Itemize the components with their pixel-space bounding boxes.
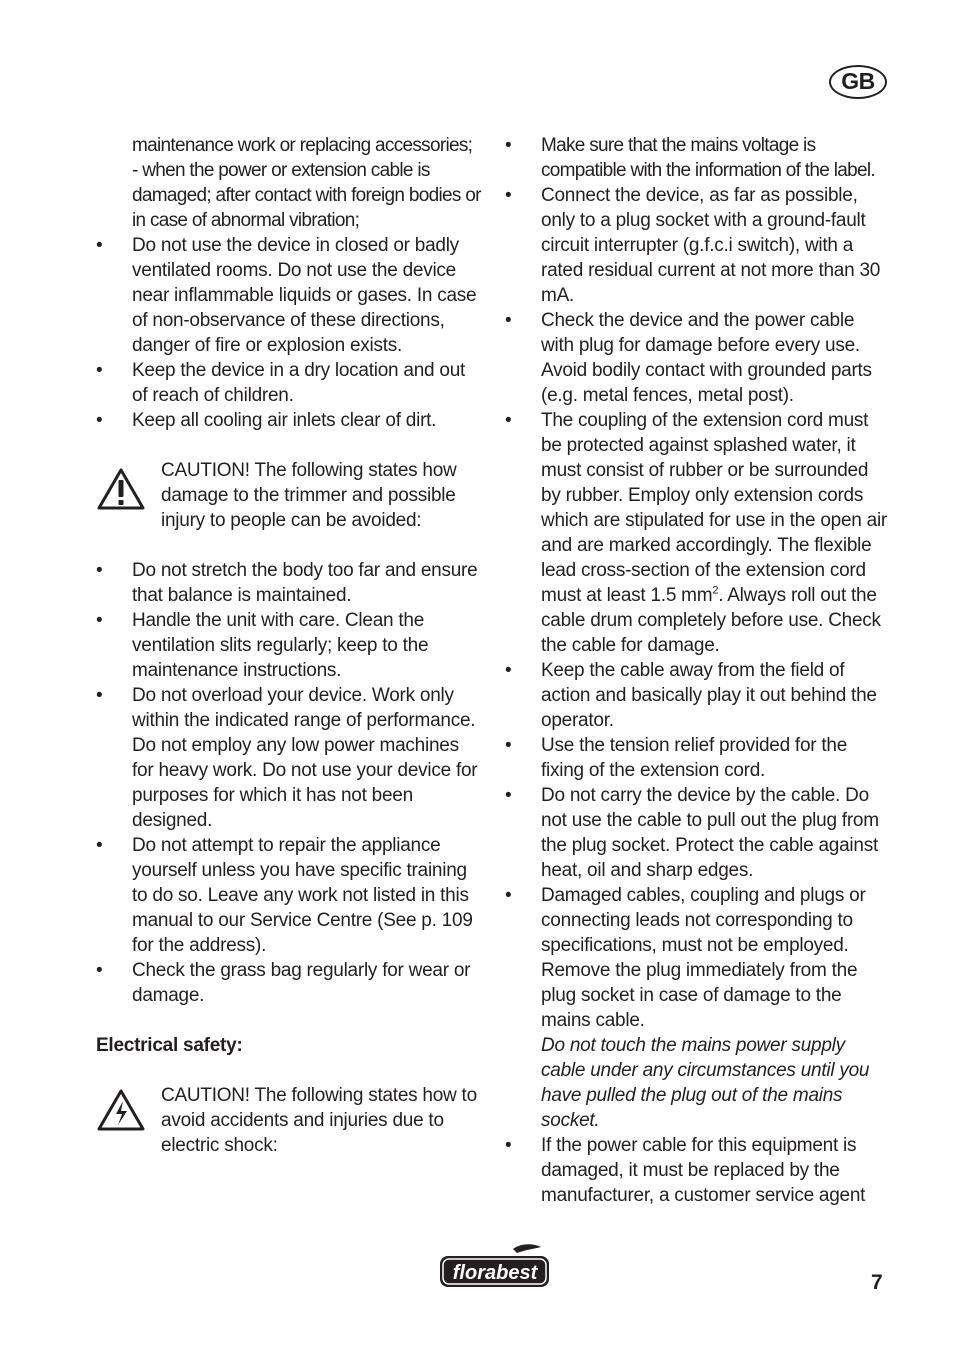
- list-item: • Keep all cooling air inlets clear of dirt.: [96, 410, 437, 431]
- list-item: • Do not use the device in closed or badly ventilated rooms. Do not use the device near inflammable liquids or gases. In case of non-observance of these directions, danger of fire or explosion exists.: [96, 235, 477, 356]
- florabest-logo: [437, 1243, 553, 1291]
- electric-shock-icon: [96, 1087, 146, 1133]
- warning-icon: [96, 466, 146, 512]
- list-item: • Connect the device, as far as possible, only to a plug socket with a ground-fault circuit interrupter (g.f.c.i switch), with a rated residual current at not more than 30 mA.: [505, 185, 881, 306]
- left-column: [96, 133, 481, 1158]
- language-badge: GB: [829, 65, 887, 99]
- list-item: • Handle the unit with care. Clean the ventilation slits regularly; keep to the maintenance instructions.: [96, 610, 429, 681]
- list-item: • Check the grass bag regularly for wear or damage.: [96, 960, 471, 1006]
- list-item: • Make sure that the mains voltage is compatible with the information of the label.: [505, 135, 875, 181]
- list-item: • Do not attempt to repair the appliance yourself unless you have specific training to do so. Leave any work not listed in this manual to our Service Centre (See p. 109 for the address).: [96, 835, 473, 956]
- continued-text: maintenance work or replacing accessories;: [132, 135, 473, 156]
- italic-note: Do not touch the mains power supply cable under any circumstances until you have pulled the plug out of the mains socket.: [541, 1035, 870, 1131]
- list-item: • Do not carry the device by the cable. Do not use the cable to pull out the plug from the plug socket. Protect the cable against heat, oil and sharp edges.: [505, 785, 879, 881]
- list-item: • Use the tension relief provided for the fixing of the extension cord.: [505, 735, 848, 781]
- list-item: • Keep the device in a dry location and out of reach of children.: [96, 360, 466, 406]
- caution-block: CAUTION! The following states how to avoid accidents and injuries due to electric shock:: [96, 1083, 481, 1158]
- section-heading: Electrical safety:: [96, 1035, 243, 1056]
- list-item: • Keep the cable away from the field of action and basically play it out behind the operator.: [505, 660, 877, 731]
- list-item: • Do not stretch the body too far and ensure that balance is maintained.: [96, 560, 478, 606]
- list-item: • Check the device and the power cable with plug for damage before every use. Avoid bodily contact with grounded parts (e.g. metal fences, metal post).: [505, 310, 872, 406]
- list-item: • The coupling of the extension cord must be protected against splashed water, it must consist of rubber or be surrounded by rubber. Employ only extension cords which are stipulated for use in the open air and are marked accordingly. The flexible lead cross-section of the extension cord must at least 1.5 $mm^2$. Always roll out the cable drum completely before use. Check the cable for damage.: [505, 410, 887, 656]
- svg-text:florabest: florabest: [452, 1262, 538, 1284]
- caution-block: CAUTION! The following states how damage to the trimmer and possible injury to people can be avoided:: [96, 458, 481, 533]
- continued-text: - when the power or extension cable is damaged; after contact with foreign bodies or in case of abnormal vibration;: [132, 160, 481, 231]
- page-number: 7: [871, 1271, 883, 1294]
- right-column: [505, 133, 890, 1208]
- list-item: • If the power cable for this equipment is damaged, it must be replaced by the manufacturer, a customer service agent: [505, 1135, 866, 1206]
- list-item: • Damaged cables, coupling and plugs or connecting leads not corresponding to specifications, must not be employed. Remove the plug immediately from the plug socket in case of damage to the mains cable. Do not touch the mains power supply cable under any circumstances until you have pulled the plug out of the mains socket.: [505, 885, 870, 1131]
- list-item: • Do not overload your device. Work only within the indicated range of performance. Do not employ any low power machines for heavy work. Do not use your device for purposes for which it has not been designed.: [96, 685, 478, 831]
